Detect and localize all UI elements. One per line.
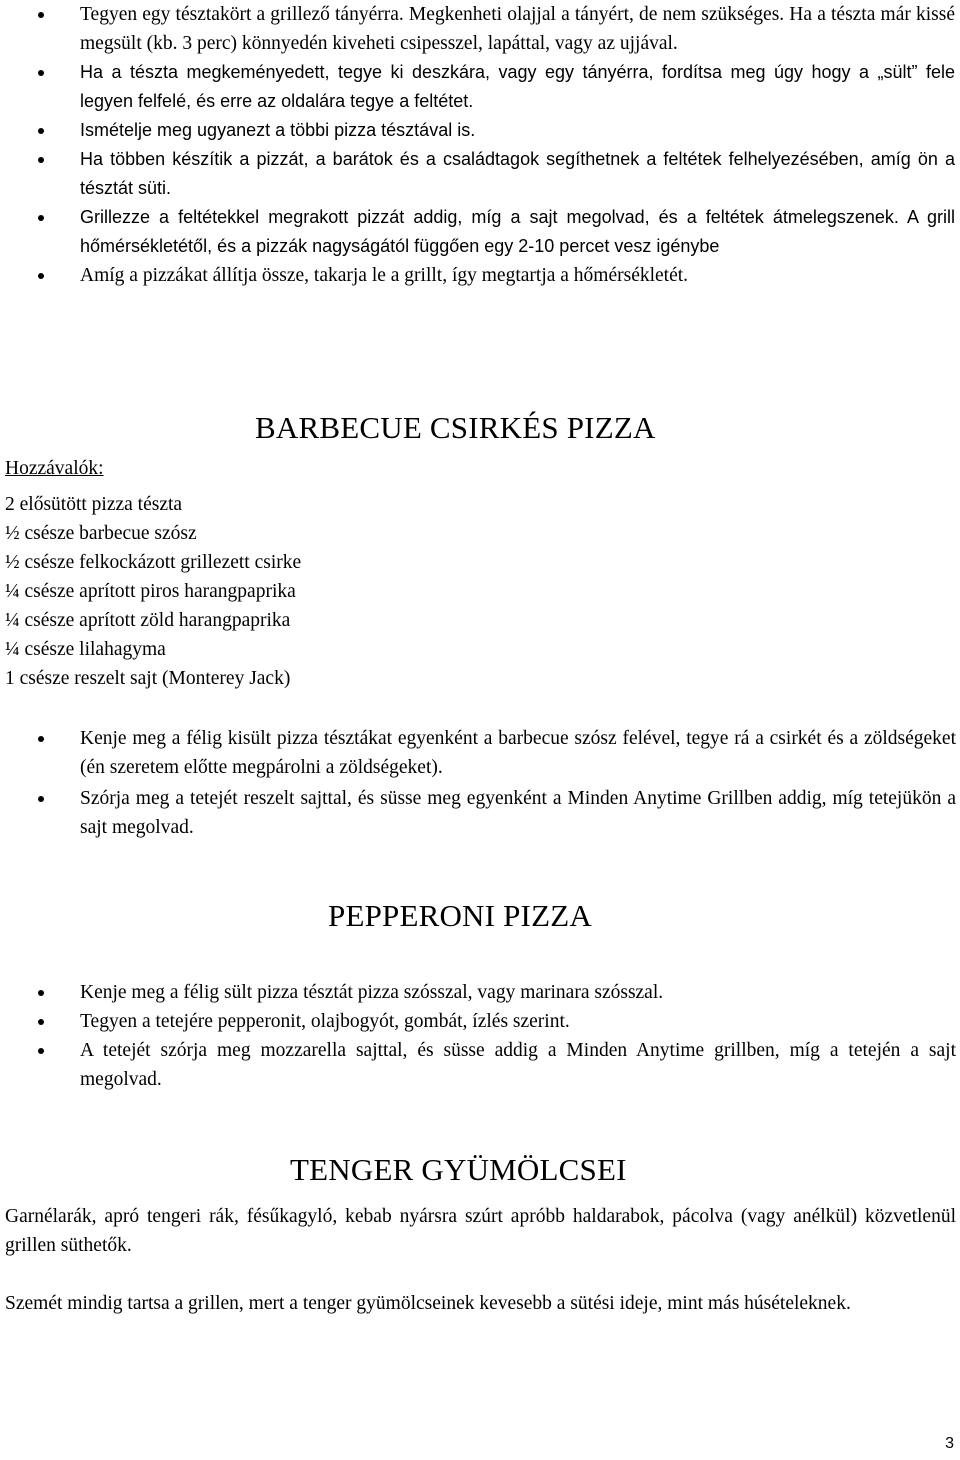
ingredient-item: ½ csésze barbecue szósz — [5, 523, 197, 544]
ingredient-item: ¼ csésze lilahagyma — [5, 639, 166, 660]
list-item: A tetejét szórja meg mozzarella sajttal, és süsse addig a Minden Anytime grillben, míg a tetején a sajt megolvad. — [0, 1036, 956, 1094]
ingredient-item: 2 elősütött pizza tészta — [5, 494, 183, 515]
list-item: Ismételje meg ugyanezt a többi pizza tésztával is. — [0, 116, 955, 145]
list-item: Szórja meg a tetejét reszelt sajttal, és süsse meg egyenként a Minden Anytime Grillben addig, míg tetejükön a sajt megolvad. — [0, 784, 956, 842]
list-item: Kenje meg a félig sült pizza tésztát pizza szósszal, vagy marinara szósszal. — [0, 978, 956, 1007]
ingredient-item: 1 csésze reszelt sajt (Monterey Jack) — [5, 668, 291, 689]
list-item: Tegyen egy tésztakört a grillező tányérra. Megkenheti olajjal a tányért, de nem szükséges. Ha a tészta már kissé megsült (kb. 3 perc) könnyedén kiveheti csipesszel, lapáttal, vagy az ujjával. — [0, 0, 955, 58]
ingredients-heading: Hozzávalók: — [5, 458, 104, 479]
seafood-paragraph-2: Szemét mindig tartsa a grillen, mert a tenger gyümölcseinek kevesebb a sütési ideje, mint más húsételeknek. — [5, 1293, 851, 1314]
ingredient-item: ¼ csésze aprított piros harangpaprika — [5, 581, 296, 602]
bullet-icon — [38, 1019, 44, 1025]
bullet-icon — [38, 215, 44, 221]
list-item: Amíg a pizzákat állítja össze, takarja le a grillt, így megtartja a hőmérsékletét. — [0, 261, 955, 290]
ingredients-list — [5, 490, 301, 693]
bbq-pizza-title: BARBECUE CSIRKÉS PIZZA — [255, 410, 656, 445]
bullet-icon — [38, 273, 44, 279]
ingredient-item: ½ csésze felkockázott grillezett csirke — [5, 552, 302, 573]
bullet-icon — [38, 70, 44, 76]
list-item: Ha a tészta megkeményedett, tegye ki deszkára, vagy egy tányérra, fordítsa meg úgy hogy a „sült” fele legyen felfelé, és erre az oldalára tegye a feltétet. — [0, 58, 955, 116]
bullet-icon — [38, 736, 44, 742]
intro-steps-list — [0, 0, 955, 290]
bullet-icon — [38, 157, 44, 163]
pepperoni-steps-list — [0, 978, 956, 1094]
seafood-paragraph-1: Garnélarák, apró tengeri rák, fésűkagyló, kebab nyársra szúrt apróbb haldarabok, pácolva (vagy anélkül) közvetlenül grillen süthetők. — [5, 1206, 956, 1256]
list-item: Kenje meg a félig kisült pizza tésztákat egyenként a barbecue szósz felével, tegye rá a csirkét és a zöldségeket (én szeretem előtte megpárolni a zöldségeket). — [0, 724, 956, 782]
bullet-icon — [38, 12, 44, 18]
page-number: 3 — [945, 1435, 954, 1452]
list-item: Tegyen a tetejére pepperonit, olajbogyót, gombát, ízlés szerint. — [0, 1007, 956, 1036]
seafood-title: TENGER GYÜMÖLCSEI — [290, 1152, 627, 1187]
list-item: Grillezze a feltétekkel megrakott pizzát addig, míg a sajt megolvad, és a feltétek átmelegszenek. A grill hőmérsékletétől, és a pizzák nagyságától függően egy 2-10 percet vesz igénybe — [0, 203, 955, 261]
bullet-icon — [38, 796, 44, 802]
list-item: Ha többen készítik a pizzát, a barátok és a családtagok segíthetnek a feltétek felhelyezésében, amíg ön a tésztát süti. — [0, 145, 955, 203]
pepperoni-pizza-title: PEPPERONI PIZZA — [328, 898, 592, 933]
ingredient-item: ¼ csésze aprított zöld harangpaprika — [5, 610, 291, 631]
bullet-icon — [38, 990, 44, 996]
bullet-icon — [38, 1048, 44, 1054]
bullet-icon — [38, 128, 44, 134]
bbq-steps-list — [0, 724, 956, 842]
